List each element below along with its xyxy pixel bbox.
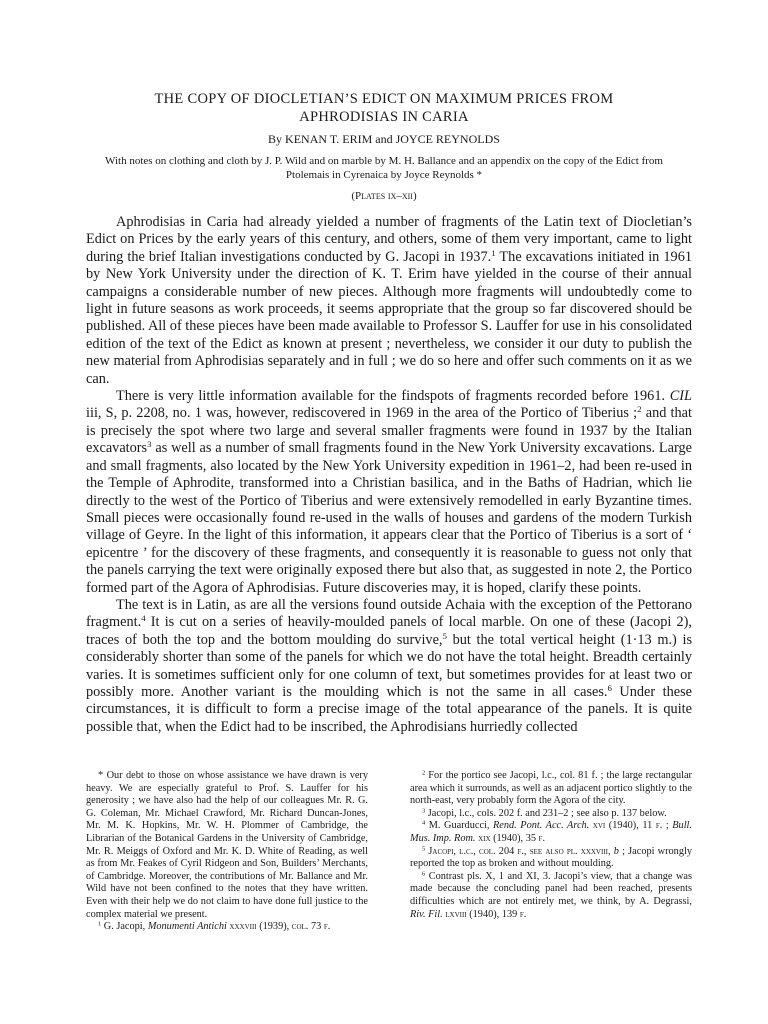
footnote-ref: 3 [147,439,152,450]
footnote-number: 3 [422,807,426,815]
paragraph-text: and that is precisely the spot where two large and several smaller fragments were found in 1937 by the Italian excavators [86,405,692,457]
footnote-text: xvi (1940), 11 f. ; [589,820,673,832]
contributors-note: With notes on clothing and cloth by J. P. Wild and on marble by M. H. Ballance and an appendix on the copy of the Edict from Ptolemais in Cyrenaica by Joyce Reynolds * [105,155,663,181]
footnote-ref: 4 [141,613,146,624]
paragraph-text: The text is in Latin, as are all the versions found outside Achaia with the exception of the Pettorano fragment. [86,596,692,631]
footnote-3 [410,808,692,821]
footnote-text: Contrast pls. X, 1 and XI, 3. Jacopi’s view, that a change was made because the concluding panel had been reached, presents difficulties which are not entirely met, we think, by A. Degrassi, [410,870,692,907]
footnote-star: * Our debt to those on whose assistance we have drawn is very heavy. We are especially grateful to Prof. S. Lauffer for his generosity ; we have also had the help of our colleagues Mr. R. G. G. Coleman, Mr. Michael Crawford, Mr. Richard Duncan-Jones, Mr. M. K. Hopkins, Mr. W. H. Plommer of Cambridge, the Librarian of the Botanical Gardens in the University of Cambridge, Mr. R. Meiggs of Oxford and Mr. K. D. White of Reading, as well as from Mr. Feakes of Cyril Ridgeon and Son, Builders’ Merchants, of Cambridge. Moreover, the contributions of Mr. Ballance and Mr. Wild have not been confined to the notes that they have written. Even with their help we do not claim to have done full justice to the complex material we present. [86,770,368,920]
footnote-number: 5 [422,845,426,853]
citation-abbrev: CIL [669,388,692,405]
paragraph-text: as well as a number of small fragments found in the New York University excavations. Large and small fragments, also located by the New York University expedition in 1961–2, had been re-used in the Temple of Aphrodite, transformed into a Christian basilica, and in the Baths of Hadrian, which lie directly to the west of the Portico of Tiberius and were extensively remodelled in early Byzantine times. Small pieces were occasionally found re-used in the walls of houses and gardens of the modern Turkish village of Geyre. In the light of this information, it appears clear that the Portico of Tiberius is a sort of ‘ epicentre ’ for the discovery of these fragments, and consequently it is reasonable to guess not only that the panels carrying the text were originally exposed there but also that, as suggested in note 2, the Portico formed part of the Agora of Aphrodisias. Future discoveries may, it is hoped, clarify these points. [86,440,692,596]
footnote-title: b [613,845,619,857]
article-body [86,214,692,736]
footnote-ref: 6 [607,683,612,694]
footnotes-right-column [410,770,692,934]
paragraph-2 [86,388,692,597]
footnote-title: Bull. Mus. Imp. Rom. [410,820,692,844]
paragraph-text: There is very little information available for the findspots of fragments recorded before 1961. [116,388,670,405]
footnote-number: 4 [422,819,426,827]
footnote-number: 6 [422,870,426,878]
paragraph-text: but the total vertical height (1·13 m.) is considerably shorter than some of the panels for which we do not have the total height. Breadth certainly varies. It is sometimes sufficient only for one column of text, but sometimes provides for at least two or possibly more. Another variant is the moulding which is not the same in all cases. [86,631,693,700]
paragraph-text: Under these circumstances, it is difficult to form a precise image of the total appearance of the panels. It is quite possible that, when the Edict had to be inscribed, the Aphrodisians hurriedly collected [86,683,692,735]
footnote-text: ; Jacopi wrongly reported the top as broken and without moulding. [410,845,692,870]
footnote-text: G. Jacopi, [101,921,148,933]
footnote-text: M. Guarducci, [425,820,494,832]
footnote-5 [410,846,692,871]
footnote-2 [410,770,692,808]
footnote-6 [410,871,692,921]
footnote-title: Riv. Fil. [410,908,443,920]
paragraph-text: Aphrodisias in Caria had already yielded a number of fragments of the Latin text of Diocletian’s Edict on Prices by the early years of this century, and others, some of them very important, came to light during the brief Italian investigations conducted by G. Jacopi in 1937. [86,214,692,265]
footnote-ref: 1 [491,247,496,258]
footnotes [86,770,692,934]
footnote-number: 1 [98,920,102,928]
paragraph-1 [86,214,692,388]
paragraph-text: iii, S, p. 2208, no. 1 was, however, rediscovered in 1969 in the area of the Portico of Tiberius ; [86,405,638,422]
footnote-number: 2 [422,769,426,777]
footnote-text: Jacopi, l.c., col. 204 f., see also pl. xxxviii, [425,845,614,857]
footnote-title: Rend. Pont. Acc. Arch. [493,820,590,832]
footnote-text: lxviii (1940), 139 f. [442,908,527,920]
title-line-2: APHRODISIAS IN CARIA [299,109,469,125]
paragraph-3 [86,597,692,736]
footnote-text: For the portico see Jacopi, l.c., col. 81 f. ; the large rectangular area which it surrounds, as well as an adjacent portico slightly to the north-east, very probably form the Agora of the city. [410,770,692,807]
paragraph-text: It is cut on a series of heavily-moulded panels of local marble. On one of these (Jacopi 2), traces of both the top and the bottom moulding do survive, [86,614,692,648]
footnote-4 [410,820,692,845]
footnote-text: xxxviii (1939), col. 73 f. [226,921,331,933]
footnote-1 [86,921,368,934]
article-title [90,90,678,126]
footnote-title: Monumenti Antichi [147,921,227,933]
footnote-text: xix (1940), 35 f. [475,832,546,844]
plates-reference: (Plates ix–xii) [351,190,417,202]
footnote-text: Jacopi, l.c., cols. 202 f. and 231–2 ; see also p. 137 below. [425,807,667,819]
footnote-ref: 2 [637,404,642,415]
authors-line: By KENAN T. ERIM and JOYCE REYNOLDS [268,132,500,146]
footnotes-left-column [86,770,368,934]
paragraph-text: The excavations initiated in 1961 by New York University under the direction of K. T. Erim have yielded in the course of their annual campaigns a considerable number of new pieces. Although more fragments will undoubtedly come to light in future seasons as work proceeds, it seems appropriate that the group so far discovered should be published. All of these pieces have been made available to Professor S. Lauffer for use in his consolidated edition of the text of the Edict as known at present ; nevertheless, we consider it our duty to publish the new material from Aphrodisias separately and in full ; we do so here and offer such comments on it as we can. [86,248,692,387]
title-line-1: THE COPY OF DIOCLETIAN’S EDICT ON MAXIMUM PRICES FROM [154,91,614,107]
footnote-ref: 5 [442,630,447,641]
